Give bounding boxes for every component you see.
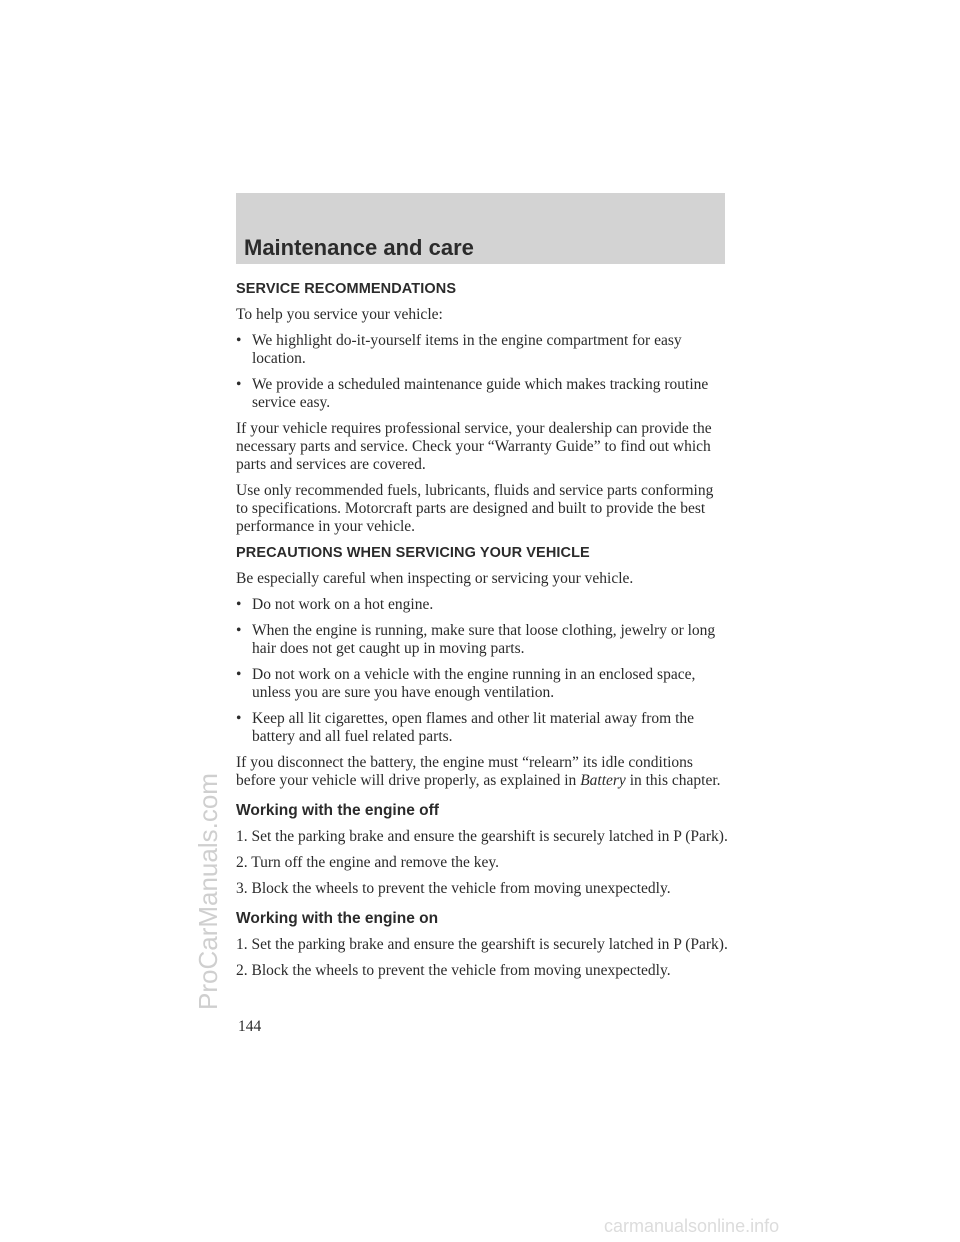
paragraph: Use only recommended fuels, lubricants, fluids and service parts conforming to specifications. Motorcraft parts are designed and built to provide the best performance in your vehicle. bbox=[236, 482, 714, 535]
paragraph: To help you service your vehicle: bbox=[236, 306, 443, 323]
battery-text-pre: If you disconnect the battery, the engine must “relearn” its idle conditions before your vehicle will drive properly, as explained in bbox=[236, 754, 693, 789]
bullet-item bbox=[236, 622, 728, 658]
side-watermark: ProCarManuals.com bbox=[193, 773, 223, 1010]
bullet-text: Keep all lit cigarettes, open flames and other lit material away from the battery and all fuel related parts. bbox=[252, 710, 695, 745]
battery-text-post: in this chapter. bbox=[629, 772, 721, 789]
bullet-icon: • bbox=[236, 666, 242, 683]
step-item: 1. Set the parking brake and ensure the gearshift is securely latched in P (Park). bbox=[236, 828, 728, 845]
page-content bbox=[236, 276, 728, 988]
bullet-item bbox=[236, 666, 728, 702]
bullet-icon: • bbox=[236, 332, 242, 349]
battery-reference: Battery bbox=[580, 772, 626, 789]
heading-precautions: PRECAUTIONS WHEN SERVICING YOUR VEHICLE bbox=[236, 545, 590, 561]
heading-engine-off: Working with the engine off bbox=[236, 802, 439, 819]
bullet-text: We provide a scheduled maintenance guide which makes tracking routine service easy. bbox=[252, 376, 709, 411]
paragraph: If your vehicle requires professional service, your dealership can provide the necessary parts and service. Check your “Warranty Guide” to find out which parts and services are covered. bbox=[236, 420, 712, 473]
chapter-title: Maintenance and care bbox=[244, 235, 474, 260]
bullet-icon: • bbox=[236, 622, 242, 639]
bullet-item bbox=[236, 596, 728, 614]
step-item: 2. Turn off the engine and remove the key. bbox=[236, 854, 500, 871]
page-number: 144 bbox=[238, 1018, 262, 1035]
bullet-icon: • bbox=[236, 376, 242, 393]
bullet-item bbox=[236, 710, 728, 746]
heading-engine-on: Working with the engine on bbox=[236, 910, 439, 927]
bullet-icon: • bbox=[236, 596, 242, 613]
battery-paragraph bbox=[236, 754, 728, 790]
section-header-band bbox=[236, 193, 725, 264]
paragraph: Be especially careful when inspecting or servicing your vehicle. bbox=[236, 570, 634, 587]
bullet-item bbox=[236, 332, 728, 368]
bullet-icon: • bbox=[236, 710, 242, 727]
bullet-text: When the engine is running, make sure that loose clothing, jewelry or long hair does not get caught up in moving parts. bbox=[252, 622, 716, 657]
heading-service-recommendations: SERVICE RECOMMENDATIONS bbox=[236, 281, 457, 297]
step-item: 3. Block the wheels to prevent the vehicle from moving unexpectedly. bbox=[236, 880, 671, 897]
bullet-text: Do not work on a vehicle with the engine running in an enclosed space, unless you are sure you have enough ventilation. bbox=[252, 666, 696, 701]
bottom-watermark: carmanualsonline.info bbox=[604, 1216, 780, 1236]
bullet-text: We highlight do-it-yourself items in the engine compartment for easy location. bbox=[252, 332, 682, 367]
step-item: 2. Block the wheels to prevent the vehicle from moving unexpectedly. bbox=[236, 962, 671, 979]
bullet-text: Do not work on a hot engine. bbox=[252, 596, 434, 613]
bullet-item bbox=[236, 376, 728, 412]
step-item: 1. Set the parking brake and ensure the gearshift is securely latched in P (Park). bbox=[236, 936, 728, 953]
